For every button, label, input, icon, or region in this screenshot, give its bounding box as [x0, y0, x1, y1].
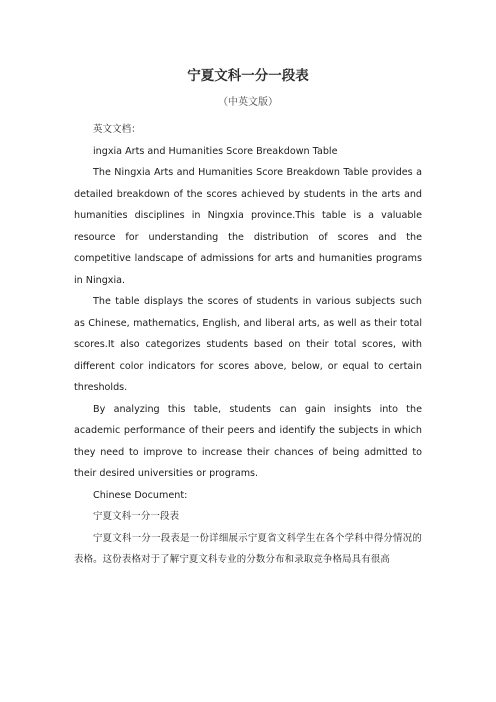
paragraph-chinese-heading: Chinese Document: [93, 489, 188, 501]
document-body [74, 119, 422, 571]
paragraph-chinese-intro: 宁夏文科一分一段表是一份详细展示宁夏省文科学生在各个学科中得分情况的表格。这份表格对于了解宁夏文科专业的分数分布和录取竞争格局具有很高 [74, 532, 422, 565]
paragraph-table-description: The table displays the scores of students in various subjects such as Chinese, mathematics, English, and liberal arts, as well as their total scores.It also categorizes students based on their total scores, with different color indicators for scores above, below, or equal to certain thresholds. [74, 296, 422, 393]
paragraph-english-heading: 英文文档： [93, 124, 141, 135]
paragraph-analysis: By analyzing this table, students can gain insights into the academic performance of their peers and identify the subjects in which they need to improve to increase their chances of being admitted to their desired universities or programs. [74, 403, 422, 479]
document-subtitle: （中英文版） [218, 97, 278, 108]
paragraph-chinese-title: 宁夏文科一分一段表 [93, 511, 180, 522]
document-title: 宁夏文科一分一段表 [187, 68, 309, 84]
paragraph-english-title: ingxia Arts and Humanities Score Breakdown Table [93, 145, 338, 157]
paragraph-intro: The Ningxia Arts and Humanities Score Breakdown Table provides a detailed breakdown of the scores achieved by students in the arts and humanities disciplines in Ningxia province.This table is a valuable resource for understanding the distribution of scores and the competitive landscape of admissions for arts and humanities programs in Ningxia. [74, 167, 422, 286]
